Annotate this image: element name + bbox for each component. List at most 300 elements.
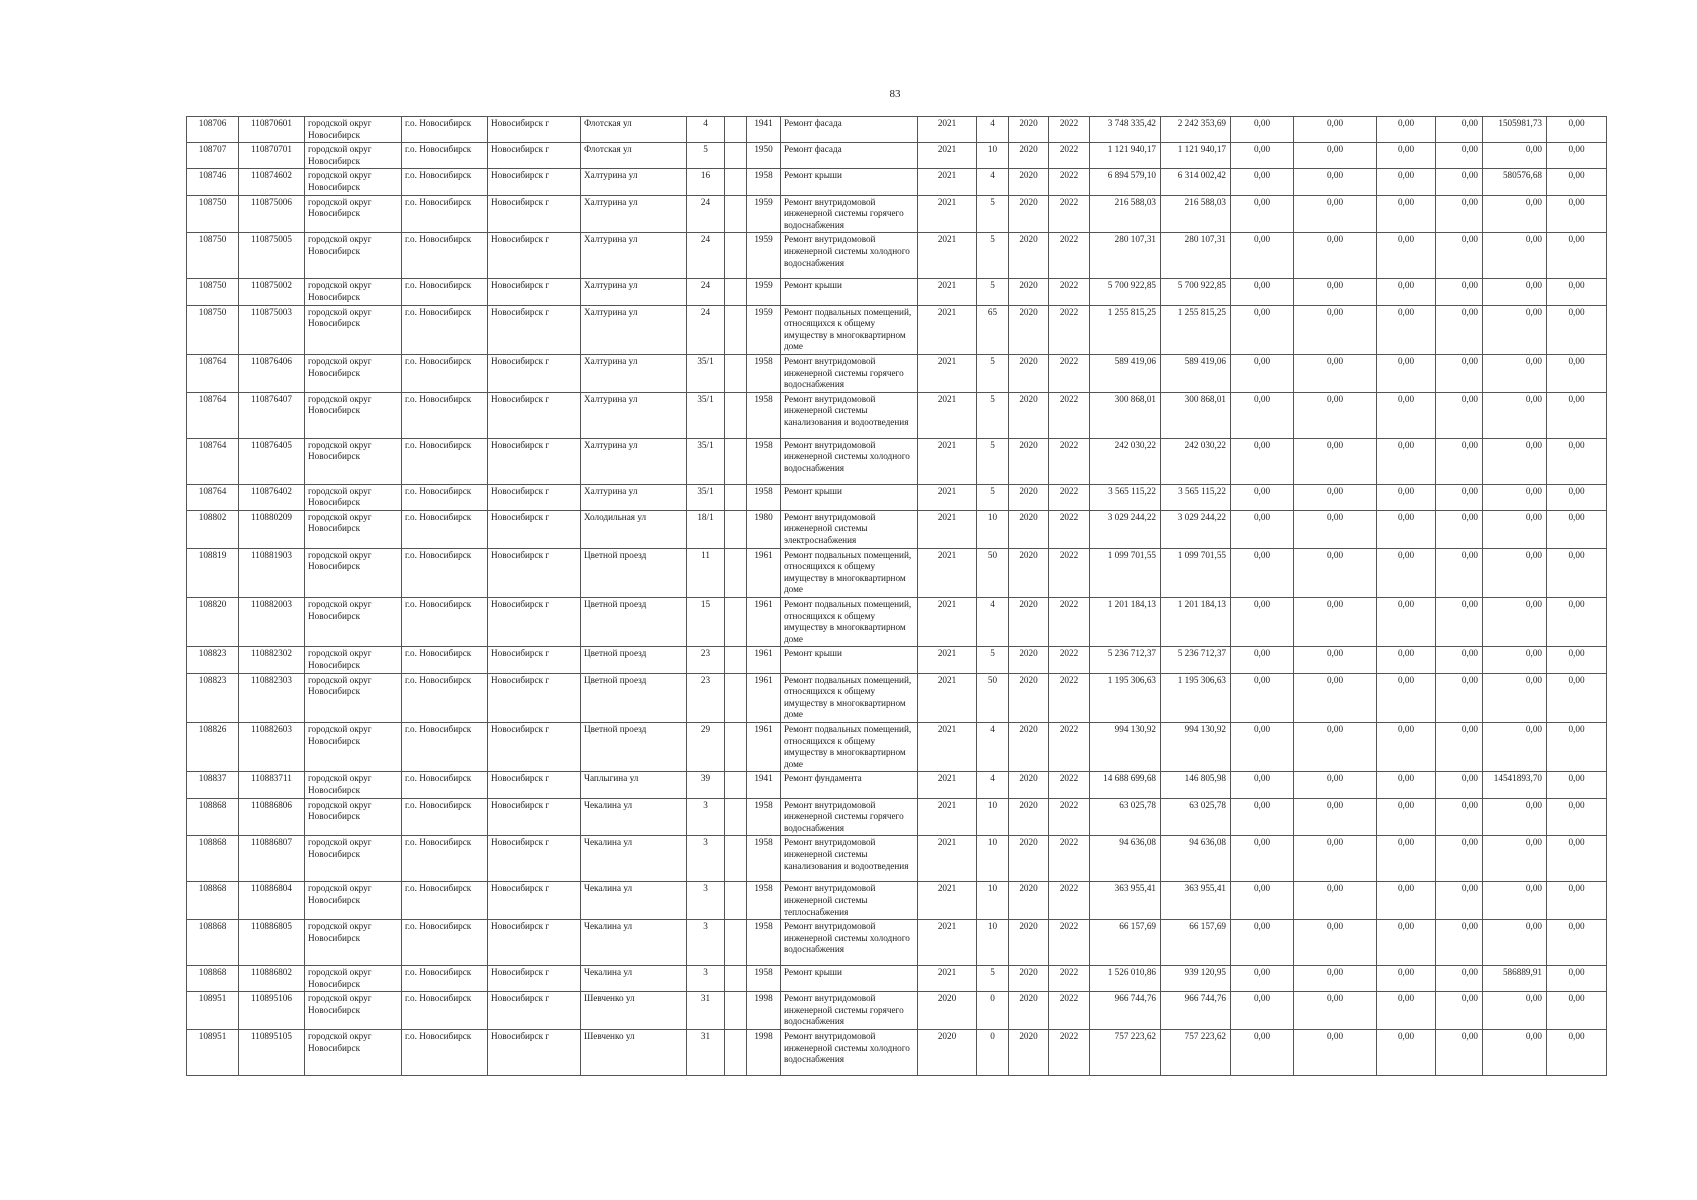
empty-cell: [725, 647, 747, 673]
value-cell: 0,00: [1547, 279, 1607, 305]
year-to-cell: 2022: [1049, 233, 1090, 279]
amount-cell: 94 636,08: [1161, 836, 1231, 882]
amount-cell: 757 223,62: [1161, 1030, 1231, 1076]
street-cell: Цветной проезд: [581, 722, 687, 771]
city-cell: Новосибирск г: [488, 772, 581, 798]
row-id-cell: 108750: [187, 305, 239, 354]
work-type-cell: Ремонт внутридомовой инженерной системы горячего водоснабжения: [781, 798, 918, 836]
value-cell: 0,00: [1547, 992, 1607, 1030]
work-code-cell: 110895106: [239, 992, 305, 1030]
row-id-cell: 108868: [187, 836, 239, 882]
year-built-cell: 1958: [747, 920, 781, 966]
empty-cell: [725, 233, 747, 279]
value-cell: 0,00: [1547, 117, 1607, 143]
year-to-cell: 2022: [1049, 484, 1090, 510]
value-cell: 0,00: [1377, 722, 1436, 771]
city-cell: Новосибирск г: [488, 438, 581, 484]
work-type-cell: Ремонт подвальных помещений, относящихся к общему имуществу в многоквартирном доме: [781, 305, 918, 354]
year-from-cell: 2020: [1009, 647, 1049, 673]
value-cell: 0,00: [1231, 1030, 1294, 1076]
value-cell: 0,00: [1231, 233, 1294, 279]
plan-year-cell: 2021: [918, 920, 977, 966]
year-built-cell: 1941: [747, 117, 781, 143]
municipality-cell: городской округ Новосибирск: [305, 920, 402, 966]
empty-cell: [725, 438, 747, 484]
municipality-cell: городской округ Новосибирск: [305, 438, 402, 484]
year-built-cell: 1959: [747, 279, 781, 305]
value-cell: 0,00: [1483, 354, 1547, 392]
value-cell: 0,00: [1483, 598, 1547, 647]
row-id-cell: 108764: [187, 354, 239, 392]
value-cell: 0,00: [1377, 673, 1436, 722]
value-cell: 0,00: [1231, 722, 1294, 771]
house-number-cell: 3: [687, 798, 725, 836]
year-from-cell: 2020: [1009, 920, 1049, 966]
year-from-cell: 2020: [1009, 798, 1049, 836]
plan-year-cell: 2021: [918, 279, 977, 305]
street-cell: Холодильная ул: [581, 510, 687, 548]
plan-year-cell: 2021: [918, 305, 977, 354]
work-code-cell: 110883711: [239, 772, 305, 798]
year-to-cell: 2022: [1049, 673, 1090, 722]
table-row: [187, 510, 1607, 548]
value-cell: 0,00: [1294, 354, 1377, 392]
work-type-cell: Ремонт крыши: [781, 647, 918, 673]
plan-year-cell: 2021: [918, 169, 977, 195]
work-code-cell: 110876407: [239, 392, 305, 438]
year-built-cell: 1958: [747, 484, 781, 510]
year-from-cell: 2020: [1009, 548, 1049, 597]
empty-cell: [725, 117, 747, 143]
value-cell: 0,00: [1483, 798, 1547, 836]
municipality-cell: городской округ Новосибирск: [305, 966, 402, 992]
value-cell: 0,00: [1436, 117, 1483, 143]
year-built-cell: 1961: [747, 673, 781, 722]
year-built-cell: 1958: [747, 169, 781, 195]
value-cell: 0,00: [1483, 233, 1547, 279]
work-code-cell: 110876402: [239, 484, 305, 510]
total-cost-cell: 757 223,62: [1090, 1030, 1161, 1076]
value-cell: 0,00: [1377, 484, 1436, 510]
street-cell: Флотская ул: [581, 143, 687, 169]
street-cell: Цветной проезд: [581, 548, 687, 597]
value-cell: 0,00: [1547, 598, 1607, 647]
total-cost-cell: 280 107,31: [1090, 233, 1161, 279]
value-cell: 0,00: [1377, 169, 1436, 195]
value-cell: 0,00: [1547, 722, 1607, 771]
value-cell: 0,00: [1377, 195, 1436, 233]
row-id-cell: 108820: [187, 598, 239, 647]
amount-cell: 146 805,98: [1161, 772, 1231, 798]
value-cell: 0,00: [1377, 966, 1436, 992]
city-cell: Новосибирск г: [488, 392, 581, 438]
value-cell: 0,00: [1294, 647, 1377, 673]
house-number-cell: 3: [687, 836, 725, 882]
municipality-cell: городской округ Новосибирск: [305, 484, 402, 510]
value-cell: 0,00: [1377, 305, 1436, 354]
year-from-cell: 2020: [1009, 836, 1049, 882]
street-cell: Шевченко ул: [581, 1030, 687, 1076]
value-cell: 0,00: [1483, 143, 1547, 169]
city-cell: Новосибирск г: [488, 966, 581, 992]
value-cell: 0,00: [1547, 438, 1607, 484]
year-from-cell: 2020: [1009, 233, 1049, 279]
municipality-cell: городской округ Новосибирск: [305, 233, 402, 279]
value-cell: 0,00: [1231, 966, 1294, 992]
term-cell: 5: [977, 195, 1009, 233]
year-to-cell: 2022: [1049, 772, 1090, 798]
empty-cell: [725, 548, 747, 597]
year-built-cell: 1958: [747, 438, 781, 484]
table-row: [187, 836, 1607, 882]
street-cell: Чекалина ул: [581, 836, 687, 882]
amount-cell: 1 255 815,25: [1161, 305, 1231, 354]
table-row: [187, 882, 1607, 920]
year-to-cell: 2022: [1049, 647, 1090, 673]
year-to-cell: 2022: [1049, 598, 1090, 647]
value-cell: 0,00: [1483, 673, 1547, 722]
value-cell: 0,00: [1483, 647, 1547, 673]
table-row: [187, 195, 1607, 233]
value-cell: 0,00: [1436, 722, 1483, 771]
value-cell: 0,00: [1483, 392, 1547, 438]
municipality-cell: городской округ Новосибирск: [305, 548, 402, 597]
house-number-cell: 35/1: [687, 484, 725, 510]
value-cell: 586889,91: [1483, 966, 1547, 992]
empty-cell: [725, 673, 747, 722]
table-row: [187, 920, 1607, 966]
value-cell: 0,00: [1377, 279, 1436, 305]
district-cell: г.о. Новосибирск: [402, 882, 488, 920]
value-cell: 0,00: [1436, 673, 1483, 722]
municipality-cell: городской округ Новосибирск: [305, 169, 402, 195]
amount-cell: 3 029 244,22: [1161, 510, 1231, 548]
year-built-cell: 1959: [747, 233, 781, 279]
value-cell: 0,00: [1483, 510, 1547, 548]
plan-year-cell: 2021: [918, 647, 977, 673]
year-to-cell: 2022: [1049, 920, 1090, 966]
value-cell: 0,00: [1547, 882, 1607, 920]
value-cell: 0,00: [1377, 647, 1436, 673]
term-cell: 4: [977, 772, 1009, 798]
city-cell: Новосибирск г: [488, 722, 581, 771]
value-cell: 0,00: [1377, 510, 1436, 548]
value-cell: 0,00: [1436, 233, 1483, 279]
table-row: [187, 647, 1607, 673]
year-to-cell: 2022: [1049, 548, 1090, 597]
work-type-cell: Ремонт внутридомовой инженерной системы горячего водоснабжения: [781, 195, 918, 233]
value-cell: 0,00: [1547, 169, 1607, 195]
municipality-cell: городской округ Новосибирск: [305, 143, 402, 169]
city-cell: Новосибирск г: [488, 305, 581, 354]
municipality-cell: городской округ Новосибирск: [305, 647, 402, 673]
value-cell: 0,00: [1294, 920, 1377, 966]
table-row: [187, 143, 1607, 169]
year-built-cell: 1959: [747, 195, 781, 233]
municipality-cell: городской округ Новосибирск: [305, 722, 402, 771]
value-cell: 0,00: [1547, 392, 1607, 438]
municipality-cell: городской округ Новосибирск: [305, 195, 402, 233]
year-to-cell: 2022: [1049, 836, 1090, 882]
street-cell: Халтурина ул: [581, 233, 687, 279]
district-cell: г.о. Новосибирск: [402, 722, 488, 771]
value-cell: 0,00: [1436, 484, 1483, 510]
work-code-cell: 110870701: [239, 143, 305, 169]
year-built-cell: 1961: [747, 647, 781, 673]
street-cell: Чекалина ул: [581, 882, 687, 920]
amount-cell: 3 565 115,22: [1161, 484, 1231, 510]
value-cell: 0,00: [1436, 772, 1483, 798]
house-number-cell: 3: [687, 966, 725, 992]
city-cell: Новосибирск г: [488, 798, 581, 836]
value-cell: 0,00: [1547, 1030, 1607, 1076]
term-cell: 5: [977, 279, 1009, 305]
district-cell: г.о. Новосибирск: [402, 966, 488, 992]
table-row: [187, 233, 1607, 279]
empty-cell: [725, 992, 747, 1030]
term-cell: 10: [977, 798, 1009, 836]
amount-cell: 66 157,69: [1161, 920, 1231, 966]
year-built-cell: 1961: [747, 598, 781, 647]
value-cell: 0,00: [1436, 966, 1483, 992]
year-built-cell: 1959: [747, 305, 781, 354]
row-id-cell: 108764: [187, 438, 239, 484]
year-from-cell: 2020: [1009, 992, 1049, 1030]
plan-year-cell: 2021: [918, 195, 977, 233]
street-cell: Чекалина ул: [581, 920, 687, 966]
value-cell: 0,00: [1231, 920, 1294, 966]
work-type-cell: Ремонт фасада: [781, 143, 918, 169]
amount-cell: 939 120,95: [1161, 966, 1231, 992]
total-cost-cell: 5 236 712,37: [1090, 647, 1161, 673]
amount-cell: 5 700 922,85: [1161, 279, 1231, 305]
district-cell: г.о. Новосибирск: [402, 673, 488, 722]
work-type-cell: Ремонт внутридомовой инженерной системы холодного водоснабжения: [781, 438, 918, 484]
total-cost-cell: 1 195 306,63: [1090, 673, 1161, 722]
value-cell: 0,00: [1436, 510, 1483, 548]
value-cell: 0,00: [1436, 548, 1483, 597]
district-cell: г.о. Новосибирск: [402, 548, 488, 597]
table-body: [187, 117, 1607, 1076]
term-cell: 5: [977, 354, 1009, 392]
district-cell: г.о. Новосибирск: [402, 647, 488, 673]
year-from-cell: 2020: [1009, 117, 1049, 143]
value-cell: 0,00: [1547, 484, 1607, 510]
term-cell: 4: [977, 722, 1009, 771]
year-to-cell: 2022: [1049, 1030, 1090, 1076]
empty-cell: [725, 722, 747, 771]
municipality-cell: городской округ Новосибирск: [305, 836, 402, 882]
value-cell: 0,00: [1547, 920, 1607, 966]
row-id-cell: 108823: [187, 673, 239, 722]
term-cell: 50: [977, 673, 1009, 722]
total-cost-cell: 3 748 335,42: [1090, 117, 1161, 143]
street-cell: Цветной проезд: [581, 673, 687, 722]
total-cost-cell: 966 744,76: [1090, 992, 1161, 1030]
term-cell: 5: [977, 438, 1009, 484]
value-cell: 0,00: [1231, 836, 1294, 882]
plan-year-cell: 2021: [918, 484, 977, 510]
work-code-cell: 110882303: [239, 673, 305, 722]
district-cell: г.о. Новосибирск: [402, 992, 488, 1030]
value-cell: 0,00: [1377, 836, 1436, 882]
table-row: [187, 117, 1607, 143]
amount-cell: 994 130,92: [1161, 722, 1231, 771]
house-number-cell: 23: [687, 673, 725, 722]
table-row: [187, 722, 1607, 771]
municipality-cell: городской округ Новосибирск: [305, 305, 402, 354]
work-type-cell: Ремонт подвальных помещений, относящихся к общему имуществу в многоквартирном доме: [781, 598, 918, 647]
city-cell: Новосибирск г: [488, 484, 581, 510]
plan-year-cell: 2021: [918, 722, 977, 771]
city-cell: Новосибирск г: [488, 882, 581, 920]
value-cell: 0,00: [1231, 882, 1294, 920]
street-cell: Халтурина ул: [581, 484, 687, 510]
city-cell: Новосибирск г: [488, 354, 581, 392]
amount-cell: 242 030,22: [1161, 438, 1231, 484]
amount-cell: 300 868,01: [1161, 392, 1231, 438]
value-cell: 580576,68: [1483, 169, 1547, 195]
work-code-cell: 110875002: [239, 279, 305, 305]
house-number-cell: 16: [687, 169, 725, 195]
year-to-cell: 2022: [1049, 882, 1090, 920]
value-cell: 0,00: [1547, 233, 1607, 279]
total-cost-cell: 5 700 922,85: [1090, 279, 1161, 305]
district-cell: г.о. Новосибирск: [402, 117, 488, 143]
value-cell: 0,00: [1294, 195, 1377, 233]
table-row: [187, 1030, 1607, 1076]
value-cell: 0,00: [1436, 195, 1483, 233]
value-cell: 0,00: [1294, 438, 1377, 484]
table-row: [187, 798, 1607, 836]
work-code-cell: 110880209: [239, 510, 305, 548]
value-cell: 0,00: [1231, 305, 1294, 354]
total-cost-cell: 242 030,22: [1090, 438, 1161, 484]
table-row: [187, 673, 1607, 722]
plan-year-cell: 2021: [918, 392, 977, 438]
year-from-cell: 2020: [1009, 169, 1049, 195]
amount-cell: 63 025,78: [1161, 798, 1231, 836]
total-cost-cell: 1 255 815,25: [1090, 305, 1161, 354]
house-number-cell: 23: [687, 647, 725, 673]
value-cell: 0,00: [1231, 143, 1294, 169]
term-cell: 10: [977, 143, 1009, 169]
house-number-cell: 4: [687, 117, 725, 143]
value-cell: 0,00: [1231, 117, 1294, 143]
row-id-cell: 108750: [187, 279, 239, 305]
year-built-cell: 1958: [747, 966, 781, 992]
amount-cell: 1 201 184,13: [1161, 598, 1231, 647]
value-cell: 0,00: [1231, 772, 1294, 798]
street-cell: Цветной проезд: [581, 647, 687, 673]
value-cell: 0,00: [1294, 548, 1377, 597]
work-type-cell: Ремонт фасада: [781, 117, 918, 143]
work-code-cell: 110895105: [239, 1030, 305, 1076]
street-cell: Цветной проезд: [581, 598, 687, 647]
house-number-cell: 31: [687, 992, 725, 1030]
plan-year-cell: 2021: [918, 673, 977, 722]
value-cell: 0,00: [1483, 836, 1547, 882]
value-cell: 0,00: [1483, 920, 1547, 966]
street-cell: Халтурина ул: [581, 305, 687, 354]
plan-year-cell: 2021: [918, 354, 977, 392]
municipality-cell: городской округ Новосибирск: [305, 510, 402, 548]
value-cell: 0,00: [1547, 510, 1607, 548]
value-cell: 0,00: [1547, 305, 1607, 354]
city-cell: Новосибирск г: [488, 143, 581, 169]
amount-cell: 1 121 940,17: [1161, 143, 1231, 169]
term-cell: 5: [977, 233, 1009, 279]
term-cell: 4: [977, 169, 1009, 195]
municipality-cell: городской округ Новосибирск: [305, 673, 402, 722]
city-cell: Новосибирск г: [488, 548, 581, 597]
house-number-cell: 35/1: [687, 392, 725, 438]
plan-year-cell: 2021: [918, 143, 977, 169]
total-cost-cell: 1 201 184,13: [1090, 598, 1161, 647]
district-cell: г.о. Новосибирск: [402, 598, 488, 647]
value-cell: 0,00: [1483, 195, 1547, 233]
term-cell: 5: [977, 392, 1009, 438]
value-cell: 0,00: [1483, 722, 1547, 771]
city-cell: Новосибирск г: [488, 673, 581, 722]
value-cell: 0,00: [1547, 673, 1607, 722]
total-cost-cell: 1 121 940,17: [1090, 143, 1161, 169]
house-number-cell: 31: [687, 1030, 725, 1076]
row-id-cell: 108802: [187, 510, 239, 548]
house-number-cell: 18/1: [687, 510, 725, 548]
value-cell: 0,00: [1377, 354, 1436, 392]
value-cell: 0,00: [1294, 798, 1377, 836]
empty-cell: [725, 882, 747, 920]
value-cell: 0,00: [1436, 392, 1483, 438]
table-row: [187, 992, 1607, 1030]
city-cell: Новосибирск г: [488, 920, 581, 966]
value-cell: 0,00: [1377, 438, 1436, 484]
value-cell: 0,00: [1294, 279, 1377, 305]
value-cell: 0,00: [1547, 798, 1607, 836]
house-number-cell: 15: [687, 598, 725, 647]
empty-cell: [725, 798, 747, 836]
work-code-cell: 110874602: [239, 169, 305, 195]
city-cell: Новосибирск г: [488, 598, 581, 647]
value-cell: 0,00: [1377, 920, 1436, 966]
term-cell: 10: [977, 882, 1009, 920]
page-number: 83: [889, 88, 901, 100]
year-from-cell: 2020: [1009, 598, 1049, 647]
value-cell: 0,00: [1547, 548, 1607, 597]
year-built-cell: 1958: [747, 354, 781, 392]
row-id-cell: 108868: [187, 882, 239, 920]
value-cell: 0,00: [1483, 992, 1547, 1030]
plan-year-cell: 2021: [918, 117, 977, 143]
plan-year-cell: 2021: [918, 836, 977, 882]
municipality-cell: городской округ Новосибирск: [305, 354, 402, 392]
plan-year-cell: 2021: [918, 438, 977, 484]
house-number-cell: 35/1: [687, 438, 725, 484]
value-cell: 0,00: [1231, 438, 1294, 484]
value-cell: 0,00: [1231, 195, 1294, 233]
city-cell: Новосибирск г: [488, 279, 581, 305]
year-to-cell: 2022: [1049, 722, 1090, 771]
municipality-cell: городской округ Новосибирск: [305, 772, 402, 798]
value-cell: 0,00: [1377, 548, 1436, 597]
year-built-cell: 1961: [747, 722, 781, 771]
district-cell: г.о. Новосибирск: [402, 392, 488, 438]
value-cell: 0,00: [1294, 510, 1377, 548]
value-cell: 0,00: [1377, 1030, 1436, 1076]
house-number-cell: 24: [687, 195, 725, 233]
value-cell: 0,00: [1377, 798, 1436, 836]
